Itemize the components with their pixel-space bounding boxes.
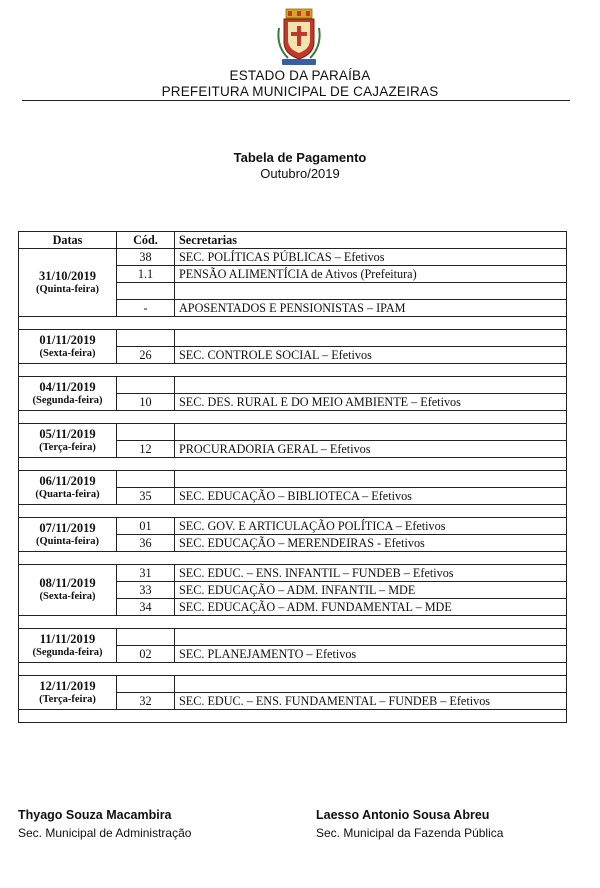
code-cell: 26 (117, 347, 175, 364)
department-cell: APOSENTADOS E PENSIONISTAS – IPAM (175, 300, 567, 317)
payment-weekday: (Segunda-feira) (32, 394, 103, 406)
date-cell (19, 565, 117, 616)
group-spacer-row (19, 616, 567, 629)
payment-date: 01/11/2019 (39, 332, 96, 347)
code-cell: 02 (117, 646, 175, 663)
spacer-cell (19, 364, 567, 377)
spacer-cell (19, 505, 567, 518)
date-cell (19, 330, 117, 364)
spacer-cell (19, 663, 567, 676)
department-cell (175, 471, 567, 488)
signatory-name: Laesso Antonio Sousa Abreu (316, 808, 490, 822)
spacer-cell (19, 317, 567, 330)
table-row (19, 565, 567, 582)
group-spacer-row (19, 317, 567, 330)
code-cell: 33 (117, 582, 175, 599)
department-cell (175, 629, 567, 646)
group-spacer-row (19, 458, 567, 471)
code-cell: 32 (117, 693, 175, 710)
department-cell: SEC. EDUC. – ENS. INFANTIL – FUNDEB – Efetivos (175, 565, 567, 582)
payment-date: 06/11/2019 (39, 473, 96, 488)
spacer-cell (19, 552, 567, 565)
table-body (19, 249, 567, 723)
department-cell: PROCURADORIA GERAL – Efetivos (175, 441, 567, 458)
document-subtitle: Outubro/2019 (260, 166, 340, 181)
code-cell: 01 (117, 518, 175, 535)
column-header-code: Cód. (117, 232, 175, 249)
signatory-name: Thyago Souza Macambira (18, 808, 172, 822)
date-cell (19, 249, 117, 317)
payment-date: 04/11/2019 (39, 379, 96, 394)
code-cell: - (117, 300, 175, 317)
code-cell: 1.1 (117, 266, 175, 283)
signature-block-admin (18, 808, 191, 840)
payment-date: 05/11/2019 (39, 426, 96, 441)
department-cell: SEC. POLÍTICAS PÚBLICAS – Efetivos (175, 249, 567, 266)
table-row (19, 249, 567, 266)
table-row (19, 676, 567, 693)
payment-date: 08/11/2019 (39, 576, 96, 590)
group-spacer-row (19, 710, 567, 723)
date-cell (19, 377, 117, 411)
payment-date: 07/11/2019 (39, 520, 96, 535)
date-cell (19, 676, 117, 710)
department-cell: SEC. EDUCAÇÃO – ADM. FUNDAMENTAL – MDE (175, 599, 567, 616)
payment-table (18, 231, 567, 723)
date-cell (19, 518, 117, 552)
coat-of-arms-icon (276, 8, 322, 66)
code-cell: 35 (117, 488, 175, 505)
spacer-cell (19, 616, 567, 629)
department-cell: SEC. EDUCAÇÃO – ADM. INFANTIL – MDE (175, 582, 567, 599)
column-header-dates: Datas (19, 232, 117, 249)
code-cell: 31 (117, 565, 175, 582)
department-cell: SEC. CONTROLE SOCIAL – Efetivos (175, 347, 567, 364)
payment-weekday: (Terça-feira) (39, 693, 96, 705)
group-spacer-row (19, 552, 567, 565)
signatory-role: Sec. Municipal de Administração (18, 826, 192, 840)
department-cell (175, 377, 567, 394)
code-cell (117, 377, 175, 394)
group-spacer-row (19, 505, 567, 518)
code-cell (117, 471, 175, 488)
payment-weekday: (Sexta-feira) (39, 347, 96, 359)
code-cell: 10 (117, 394, 175, 411)
column-header-departments: Secretarias (175, 232, 567, 249)
payment-weekday: (Terça-feira) (39, 441, 96, 453)
document-title: Tabela de Pagamento (233, 150, 367, 165)
code-cell (117, 676, 175, 693)
department-cell: SEC. PLANEJAMENTO – Efetivos (175, 646, 567, 663)
code-cell (117, 424, 175, 441)
department-cell (175, 330, 567, 347)
department-cell (175, 424, 567, 441)
payment-weekday: (Quinta-feira) (36, 535, 99, 547)
header-prefecture: PREFEITURA MUNICIPAL DE CAJAZEIRAS (161, 84, 439, 99)
date-cell (19, 629, 117, 663)
spacer-cell (19, 710, 567, 723)
department-cell: SEC. GOV. E ARTICULAÇÃO POLÍTICA – Efetivos (175, 518, 567, 535)
header-state: ESTADO DA PARAÍBA (229, 68, 371, 83)
group-spacer-row (19, 364, 567, 377)
spacer-cell (19, 411, 567, 424)
signature-block-finance (316, 808, 503, 840)
code-cell (117, 629, 175, 646)
department-cell: SEC. EDUC. – ENS. FUNDAMENTAL – FUNDEB – Efetivos (175, 693, 567, 710)
code-cell (117, 330, 175, 347)
department-cell: PENSÃO ALIMENTÍCIA de Ativos (Prefeitura) (175, 266, 567, 283)
payment-weekday: (Segunda-feira) (32, 646, 103, 658)
code-cell: 34 (117, 599, 175, 616)
payment-weekday: (Quinta-feira) (36, 283, 99, 295)
code-cell: 12 (117, 441, 175, 458)
payment-weekday: (Quarta-feira) (35, 488, 100, 500)
date-cell (19, 471, 117, 505)
payment-date: 11/11/2019 (39, 631, 96, 646)
table-row (19, 377, 567, 394)
department-cell (175, 283, 567, 300)
spacer-cell (19, 458, 567, 471)
table-row (19, 629, 567, 646)
code-cell (117, 283, 175, 300)
table-row (19, 330, 567, 347)
group-spacer-row (19, 411, 567, 424)
header-divider (22, 100, 570, 101)
date-cell (19, 424, 117, 458)
table-row (19, 471, 567, 488)
code-cell: 38 (117, 249, 175, 266)
group-spacer-row (19, 663, 567, 676)
payment-date: 31/10/2019 (39, 268, 96, 283)
payment-date: 12/11/2019 (39, 678, 96, 693)
payment-weekday: (Sexta-feira) (39, 591, 96, 602)
code-cell: 36 (117, 535, 175, 552)
department-cell: SEC. DES. RURAL E DO MEIO AMBIENTE – Efetivos (175, 394, 567, 411)
department-cell: SEC. EDUCAÇÃO – BIBLIOTECA – Efetivos (175, 488, 567, 505)
table-row (19, 518, 567, 535)
signatory-role: Sec. Municipal da Fazenda Pública (316, 826, 504, 840)
table-row (19, 424, 567, 441)
table-header-row (19, 232, 567, 249)
department-cell: SEC. EDUCAÇÃO – MERENDEIRAS - Efetivos (175, 535, 567, 552)
department-cell (175, 676, 567, 693)
